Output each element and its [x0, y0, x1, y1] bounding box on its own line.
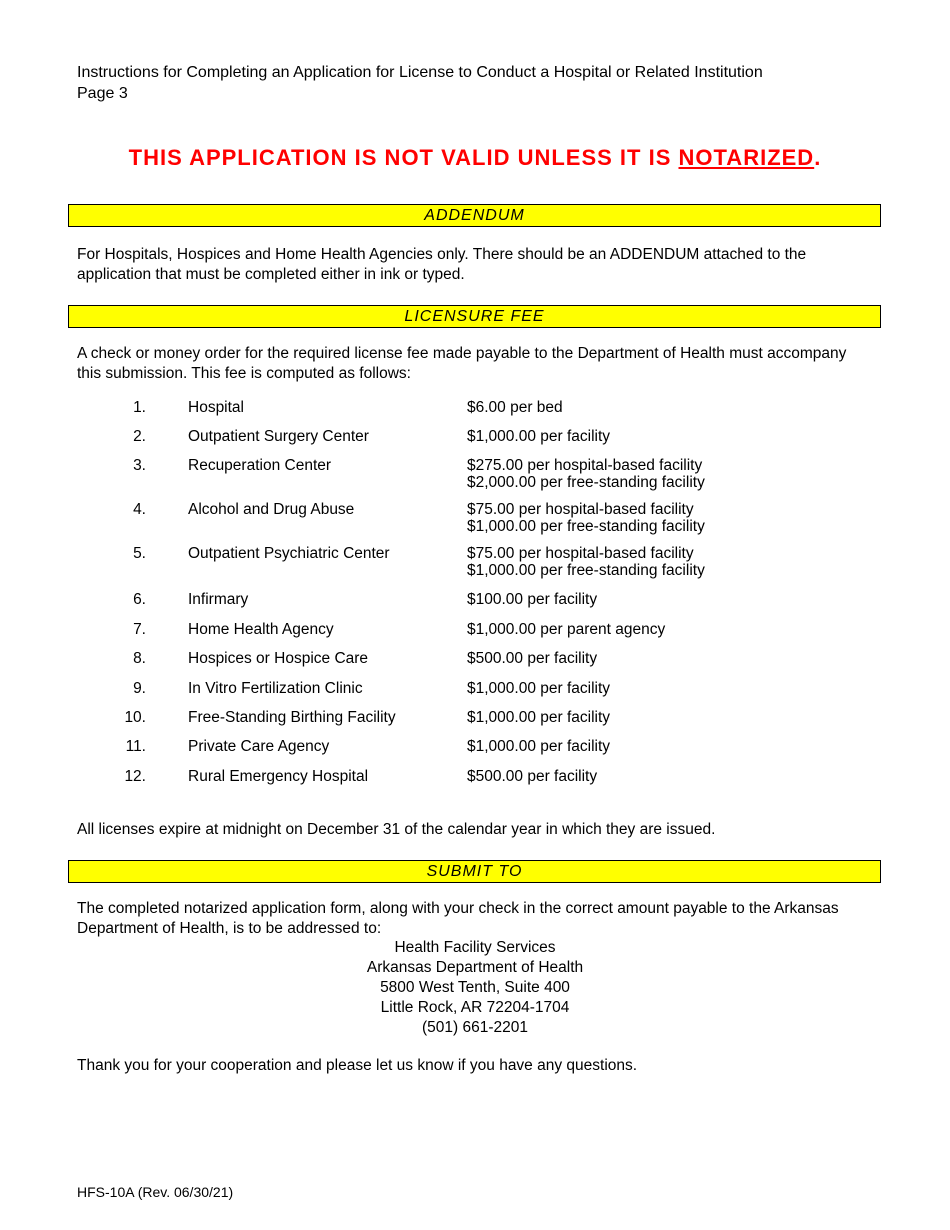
fee-item-name: Hospital [188, 399, 244, 416]
fee-item-name: Rural Emergency Hospital [188, 768, 369, 785]
fee-item-name: Private Care Agency [188, 738, 330, 755]
warning-notarized: NOTARIZED [678, 145, 815, 170]
fee-item-name: Home Health Agency [188, 621, 334, 638]
fee-item-amount [467, 680, 610, 697]
warning-text: THIS APPLICATION IS NOT VALID UNLESS IT IS [128, 145, 679, 170]
fee-item-amount [467, 591, 597, 608]
fee-item-name: In Vitro Fertilization Clinic [188, 680, 363, 697]
fee-item-amount [467, 738, 610, 755]
fee-item-amount [467, 501, 705, 535]
fee-amount-line: $500.00 per facility [467, 768, 598, 785]
header-page-number: Page 3 [77, 85, 128, 102]
notarized-warning [0, 145, 950, 171]
fee-item-number: 12. [124, 768, 146, 785]
fee-amount-line: $2,000.00 per free-standing facility [467, 474, 705, 491]
fee-item-number: 5. [133, 545, 146, 562]
fee-item-amount [467, 650, 597, 667]
fee-item-number: 7. [133, 621, 146, 638]
fee-item-amount [467, 621, 665, 638]
fee-item-name: Outpatient Psychiatric Center [188, 545, 390, 562]
licensure-fee-heading: LICENSURE FEE [68, 305, 881, 328]
fee-item-number: 4. [133, 501, 146, 518]
fee-item-amount [467, 709, 610, 726]
submit-to-intro: The completed notarized application form, along with your check in the correct amount payable to the Arkansas Department of Health, is to be addressed to: [77, 900, 839, 937]
fee-item-name: Infirmary [188, 591, 249, 608]
form-id: HFS-10A (Rev. 06/30/21) [77, 1184, 234, 1200]
fee-amount-line: $500.00 per facility [467, 650, 598, 667]
thank-you-note: Thank you for your cooperation and please let us know if you have any questions. [77, 1057, 638, 1074]
fee-amount-line: $75.00 per hospital-based facility [467, 545, 694, 562]
address-line: Health Facility Services [394, 939, 556, 956]
submit-to-heading: SUBMIT TO [68, 860, 881, 883]
fee-item-amount [467, 399, 563, 416]
fee-item-amount [467, 545, 705, 579]
fee-item-number: 8. [133, 650, 146, 667]
fee-item-number: 1. [133, 399, 146, 416]
fee-item-amount [467, 428, 610, 445]
address-line: Little Rock, AR 72204-1704 [380, 999, 570, 1016]
fee-item-number: 9. [133, 680, 146, 697]
fee-item-number: 2. [133, 428, 146, 445]
fee-item-name: Outpatient Surgery Center [188, 428, 369, 445]
fee-amount-line: $1,000.00 per parent agency [467, 621, 666, 638]
fee-amount-line: $1,000.00 per facility [467, 709, 611, 726]
address-line: 5800 West Tenth, Suite 400 [380, 979, 570, 996]
fee-item-number: 10. [124, 709, 146, 726]
fee-amount-line: $1,000.00 per free-standing facility [467, 518, 705, 535]
fee-item-name: Alcohol and Drug Abuse [188, 501, 355, 518]
fee-amount-line: $1,000.00 per free-standing facility [467, 562, 705, 579]
fee-item-name: Recuperation Center [188, 457, 332, 474]
fee-item-number: 3. [133, 457, 146, 474]
address-phone: (501) 661-2201 [422, 1019, 528, 1036]
licensure-fee-intro: A check or money order for the required license fee made payable to the Department of Health must accompany this submission. This fee is computed as follows: [77, 345, 847, 382]
fee-amount-line: $6.00 per bed [467, 399, 563, 416]
fee-item-amount [467, 768, 597, 785]
fee-amount-line: $75.00 per hospital-based facility [467, 501, 694, 518]
header-title: Instructions for Completing an Application for License to Conduct a Hospital or Related Institution [77, 64, 763, 81]
fee-item-amount [467, 457, 705, 491]
addendum-text: For Hospitals, Hospices and Home Health Agencies only. There should be an ADDENDUM attached to the application that must be completed either in ink or typed. [77, 246, 807, 283]
fee-amount-line: $1,000.00 per facility [467, 738, 611, 755]
mailing-address [0, 938, 950, 1038]
fee-item-number: 6. [133, 591, 146, 608]
fee-item-number: 11. [125, 738, 146, 755]
fee-amount-line: $275.00 per hospital-based facility [467, 457, 703, 474]
license-expiry-note: All licenses expire at midnight on December 31 of the calendar year in which they are issued. [77, 821, 716, 838]
fee-amount-line: $1,000.00 per facility [467, 428, 611, 445]
addendum-heading: ADDENDUM [68, 204, 881, 227]
fee-item-name: Free-Standing Birthing Facility [188, 709, 396, 726]
warning-period: . [814, 145, 822, 170]
fee-item-name: Hospices or Hospice Care [188, 650, 369, 667]
fee-amount-line: $1,000.00 per facility [467, 680, 611, 697]
page-header [77, 62, 763, 104]
address-line: Arkansas Department of Health [366, 959, 584, 976]
fee-amount-line: $100.00 per facility [467, 591, 598, 608]
